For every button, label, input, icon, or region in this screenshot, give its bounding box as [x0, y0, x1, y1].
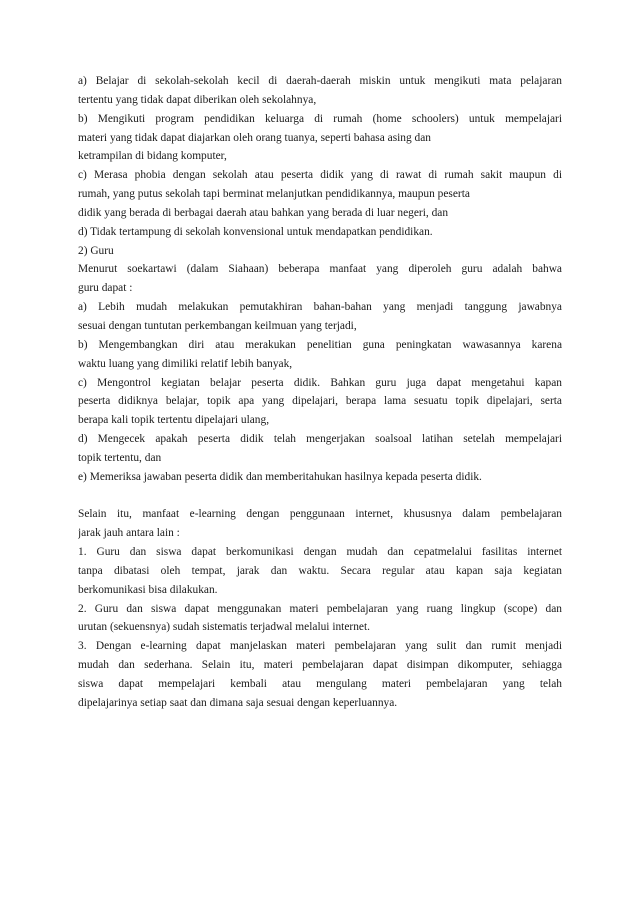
text-line: mudah dan sederhana. Selain itu, materi pembelajaran dapat disimpan dikomputer, sehiagga [78, 659, 562, 672]
text-line: tanpa dibatasi oleh tempat, jarak dan waktu. Secara regular atau kapan saja kegiatan [78, 564, 562, 577]
blank-line [78, 487, 562, 506]
text-line: didik yang berada di berbagai daerah atau bahkan yang berada di luar negeri, dan [78, 206, 449, 219]
text-line: c) Merasa phobia dengan sekolah atau peserta didik yang di rawat di rumah sakit maupun di [78, 169, 562, 182]
text-line: Menurut soekartawi (dalam Siahaan) beberapa manfaat yang diperoleh guru adalah bahwa [78, 263, 562, 276]
text-line: 2. Guru dan siswa dapat menggunakan materi pembelajaran yang ruang lingkup (scope) dan [78, 602, 562, 615]
text-line: waktu luang yang dimiliki relatif lebih banyak, [78, 357, 293, 370]
text-line: guru dapat : [78, 282, 133, 295]
text-line: dipelajarinya setiap saat dan dimana saja sesuai dengan keperluannya. [78, 696, 398, 709]
text-line: Selain itu, manfaat e-learning dengan penggunaan internet, khususnya dalam pembelajaran [78, 508, 562, 521]
text-line: 2) Guru [78, 244, 114, 257]
text-line: e) Memeriksa jawaban peserta didik dan memberitahukan hasilnya kepada peserta didik. [78, 470, 482, 483]
text-line: tertentu yang tidak dapat diberikan oleh sekolahnya, [78, 93, 317, 106]
text-line: materi yang tidak dapat diajarkan oleh orang tuanya, seperti bahasa asing dan [78, 131, 431, 144]
text-line: peserta didiknya belajar, topik apa yang dipelajari, berapa lama sesuatu topik dipelajari, serta [78, 395, 562, 408]
text-line: sesuai dengan tuntutan perkembangan keilmuan yang terjadi, [78, 319, 357, 332]
text-line: 1. Guru dan siswa dapat berkomunikasi dengan mudah dan cepatmelalui fasilitas internet [78, 546, 562, 559]
text-line: ketrampilan di bidang komputer, [78, 150, 227, 163]
text-line: b) Mengembangkan diri atau merakukan penelitian guna peningkatan wawasannya karena [78, 338, 562, 351]
text-line: siswa dapat mempelajari kembali atau mengulang materi pembelajaran yang telah [78, 678, 562, 690]
text-line: d) Mengecek apakah peserta didik telah mengerjakan soalsoal latihan setelah mempelajari [78, 433, 562, 446]
document-page [78, 72, 562, 713]
text-line: b) Mengikuti program pendidikan keluarga di rumah (home schoolers) untuk mempelajari [78, 112, 562, 125]
text-line: rumah, yang putus sekolah tapi berminat melanjutkan pendidikannya, maupun peserta [78, 188, 470, 201]
text-line: berkomunikasi bisa dilakukan. [78, 583, 218, 596]
text-line: berapa kali topik tertentu dipelajari ulang, [78, 414, 270, 427]
text-line: a) Belajar di sekolah-sekolah kecil di daerah-daerah miskin untuk mengikuti mata pelajaran [78, 75, 562, 87]
text-line: 3. Dengan e-learning dapat manjelaskan materi pembelajaran yang sulit dan rumit menjadi [78, 640, 562, 653]
text-line: d) Tidak tertampung di sekolah konvensional untuk mendapatkan pendidikan. [78, 225, 433, 238]
text-line: jarak jauh antara lain : [78, 527, 180, 540]
text-line: a) Lebih mudah melakukan pemutakhiran bahan-bahan yang menjadi tanggung jawabnya [78, 301, 562, 314]
text-line: urutan (sekuensnya) sudah sistematis terjadwal melalui internet. [78, 621, 370, 634]
text-line: c) Mengontrol kegiatan belajar peserta didik. Bahkan guru juga dapat mengetahui kapan [78, 376, 562, 389]
text-line: topik tertentu, dan [78, 451, 162, 464]
